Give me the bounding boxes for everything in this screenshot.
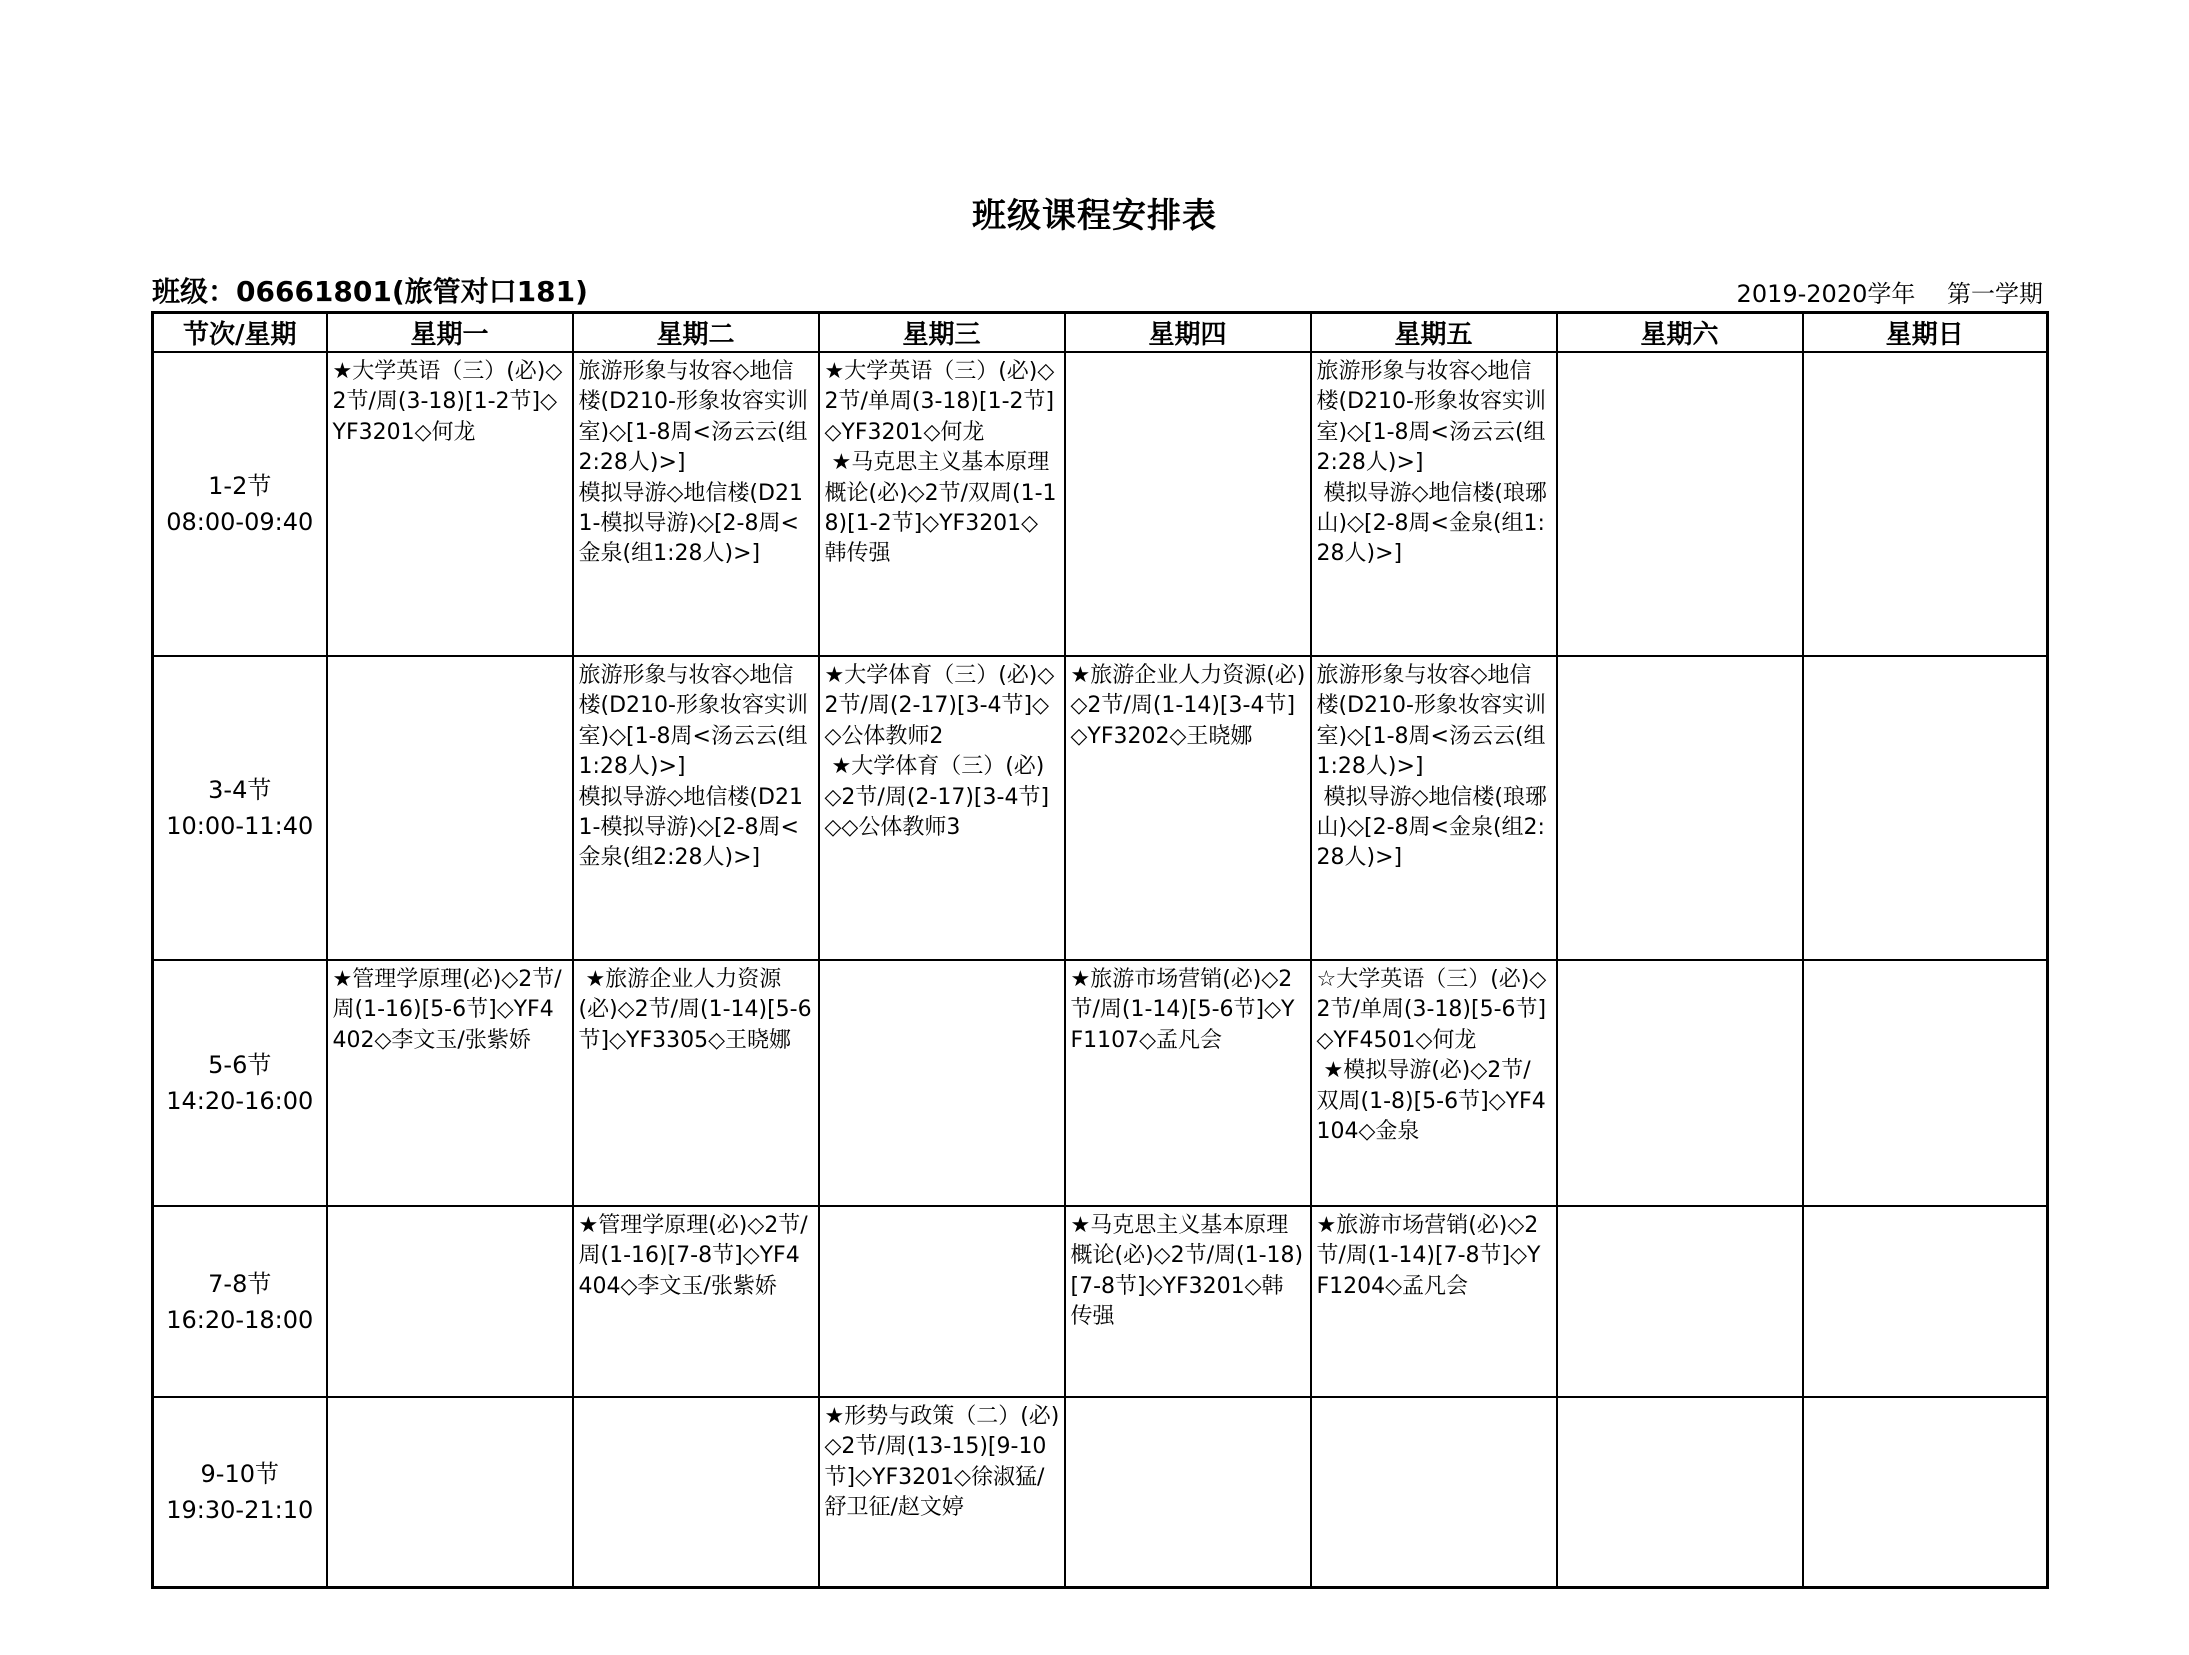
- day-header-tuesday: 星期二: [573, 313, 819, 353]
- period-name: 1-2节: [208, 472, 272, 500]
- course-text: 旅游形象与妆容◇地信楼(D210-形象妆容实训室)◇[1-8周<汤云云(组1:28人)>] 模拟导游◇地信楼(D211-模拟导游)◇[2-8周<金泉(组2:28人)>]: [578, 663, 808, 871]
- schedule-cell: [1557, 1397, 1803, 1587]
- day-header-wednesday: 星期三: [819, 313, 1065, 353]
- schedule-cell: [1557, 960, 1803, 1206]
- period-name: 3-4节: [208, 776, 272, 804]
- term-info: 2019-2020学年 第一学期: [1736, 280, 2043, 308]
- schedule-cell: [819, 656, 1065, 960]
- schedule-cell: [1803, 352, 2048, 656]
- period-cell: [153, 960, 327, 1206]
- period-time: 16:20-18:00: [166, 1305, 314, 1334]
- day-header-monday: 星期一: [327, 313, 573, 353]
- schedule-cell: [1311, 1397, 1557, 1587]
- day-header-saturday: 星期六: [1557, 313, 1803, 353]
- course-text: ★旅游市场营销(必)◇2节/周(1-14)[7-8节]◇YF1204◇孟凡会: [1316, 1213, 1541, 1299]
- schedule-cell: [1803, 1397, 2048, 1587]
- period-cell: [153, 656, 327, 960]
- course-text: ★旅游企业人力资源(必)◇2节/周(1-14)[3-4节]◇YF3202◇王晓娜: [1070, 663, 1306, 749]
- day-header-thursday: 星期四: [1065, 313, 1311, 353]
- schedule-cell: [1803, 1206, 2048, 1397]
- schedule-cell: [573, 1397, 819, 1587]
- schedule-cell: [819, 1206, 1065, 1397]
- schedule-cell: [327, 656, 573, 960]
- schedule-cell: [573, 656, 819, 960]
- schedule-cell: [573, 1206, 819, 1397]
- day-header-friday: 星期五: [1311, 313, 1557, 353]
- period-row: [153, 1397, 2048, 1587]
- schedule-cell: [573, 352, 819, 656]
- period-name: 5-6节: [208, 1051, 272, 1079]
- schedule-cell: [1803, 656, 2048, 960]
- schedule-cell: [327, 960, 573, 1206]
- course-text: ★旅游市场营销(必)◇2节/周(1-14)[5-6节]◇YF1107◇孟凡会: [1070, 967, 1295, 1053]
- course-text: ☆大学英语（三）(必)◇2节/单周(3-18)[5-6节]◇YF4501◇何龙 ★模拟导游(必)◇2节/双周(1-8)[5-6节]◇YF4104◇金泉: [1316, 967, 1547, 1145]
- day-header-sunday: 星期日: [1803, 313, 2048, 353]
- period-row: [153, 960, 2048, 1206]
- period-cell: [153, 352, 327, 656]
- schedule-cell: [1311, 960, 1557, 1206]
- course-text: ★大学体育（三）(必)◇2节/周(2-17)[3-4节]◇◇公体教师2 ★大学体育（三）(必)◇2节/周(2-17)[3-4节]◇◇公体教师3: [824, 663, 1055, 841]
- period-cell: [153, 1397, 327, 1587]
- document-title: 班级课程安排表: [972, 196, 1217, 236]
- schedule-cell: [1311, 352, 1557, 656]
- period-row: [153, 656, 2048, 960]
- schedule-cell: [1065, 352, 1311, 656]
- class-info: 班级：06661801(旅管对口181): [152, 275, 588, 308]
- schedule-cell: [327, 1397, 573, 1587]
- schedule-cell: [1557, 352, 1803, 656]
- schedule-cell: [1311, 1206, 1557, 1397]
- header-row: [153, 313, 2048, 353]
- period-time: 19:30-21:10: [166, 1495, 314, 1524]
- schedule-cell: [327, 352, 573, 656]
- period-time: 08:00-09:40: [166, 508, 314, 536]
- schedule-cell: [573, 960, 819, 1206]
- course-text: 旅游形象与妆容◇地信楼(D210-形象妆容实训室)◇[1-8周<汤云云(组1:28人)>] 模拟导游◇地信楼(琅琊山)◇[2-8周<金泉(组2:28人)>]: [1316, 663, 1548, 871]
- schedule-cell: [1065, 656, 1311, 960]
- period-name: 9-10节: [200, 1459, 279, 1488]
- period-cell: [153, 1206, 327, 1397]
- schedule-cell: [1557, 1206, 1803, 1397]
- course-text: ★管理学原理(必)◇2节/周(1-16)[7-8节]◇YF4404◇李文玉/张紫娇: [578, 1213, 808, 1299]
- period-row: [153, 352, 2048, 656]
- schedule-cell: [1065, 960, 1311, 1206]
- period-name: 7-8节: [208, 1269, 272, 1298]
- period-time: 10:00-11:40: [166, 812, 314, 840]
- schedule-cell: [1311, 656, 1557, 960]
- course-text: ★大学英语（三）(必)◇2节/单周(3-18)[1-2节]◇YF3201◇何龙 ★马克思主义基本原理概论(必)◇2节/双周(1-18)[1-2节]◇YF3201◇韩传强: [824, 359, 1057, 567]
- course-text: ★旅游企业人力资源(必)◇2节/周(1-14)[5-6节]◇YF3305◇王晓娜: [578, 967, 812, 1053]
- course-text: ★管理学原理(必)◇2节/周(1-16)[5-6节]◇YF4402◇李文玉/张紫娇: [332, 967, 562, 1053]
- course-text: ★马克思主义基本原理概论(必)◇2节/周(1-18)[7-8节]◇YF3201◇韩传强: [1070, 1213, 1304, 1330]
- course-text: 旅游形象与妆容◇地信楼(D210-形象妆容实训室)◇[1-8周<汤云云(组2:28人)>] 模拟导游◇地信楼(D211-模拟导游)◇[2-8周<金泉(组1:28人)>]: [578, 359, 808, 567]
- schedule-cell: [819, 352, 1065, 656]
- course-text: ★大学英语（三）(必)◇2节/周(3-18)[1-2节]◇YF3201◇何龙: [332, 359, 563, 445]
- schedule-cell: [1065, 1397, 1311, 1587]
- period-row: [153, 1206, 2048, 1397]
- course-text: ★形势与政策（二）(必)◇2节/周(13-15)[9-10节]◇YF3201◇徐淑猛/舒卫征/赵文婷: [824, 1404, 1060, 1521]
- schedule-cell: [1803, 960, 2048, 1206]
- schedule-cell: [1065, 1206, 1311, 1397]
- schedule-cell: [327, 1206, 573, 1397]
- schedule-table: [151, 311, 2049, 1589]
- schedule-cell: [819, 960, 1065, 1206]
- corner-header: 节次/星期: [153, 313, 327, 353]
- course-text: 旅游形象与妆容◇地信楼(D210-形象妆容实训室)◇[1-8周<汤云云(组2:28人)>] 模拟导游◇地信楼(琅琊山)◇[2-8周<金泉(组1:28人)>]: [1316, 359, 1548, 567]
- schedule-cell: [1557, 656, 1803, 960]
- schedule-cell: [819, 1397, 1065, 1587]
- period-time: 14:20-16:00: [166, 1087, 314, 1115]
